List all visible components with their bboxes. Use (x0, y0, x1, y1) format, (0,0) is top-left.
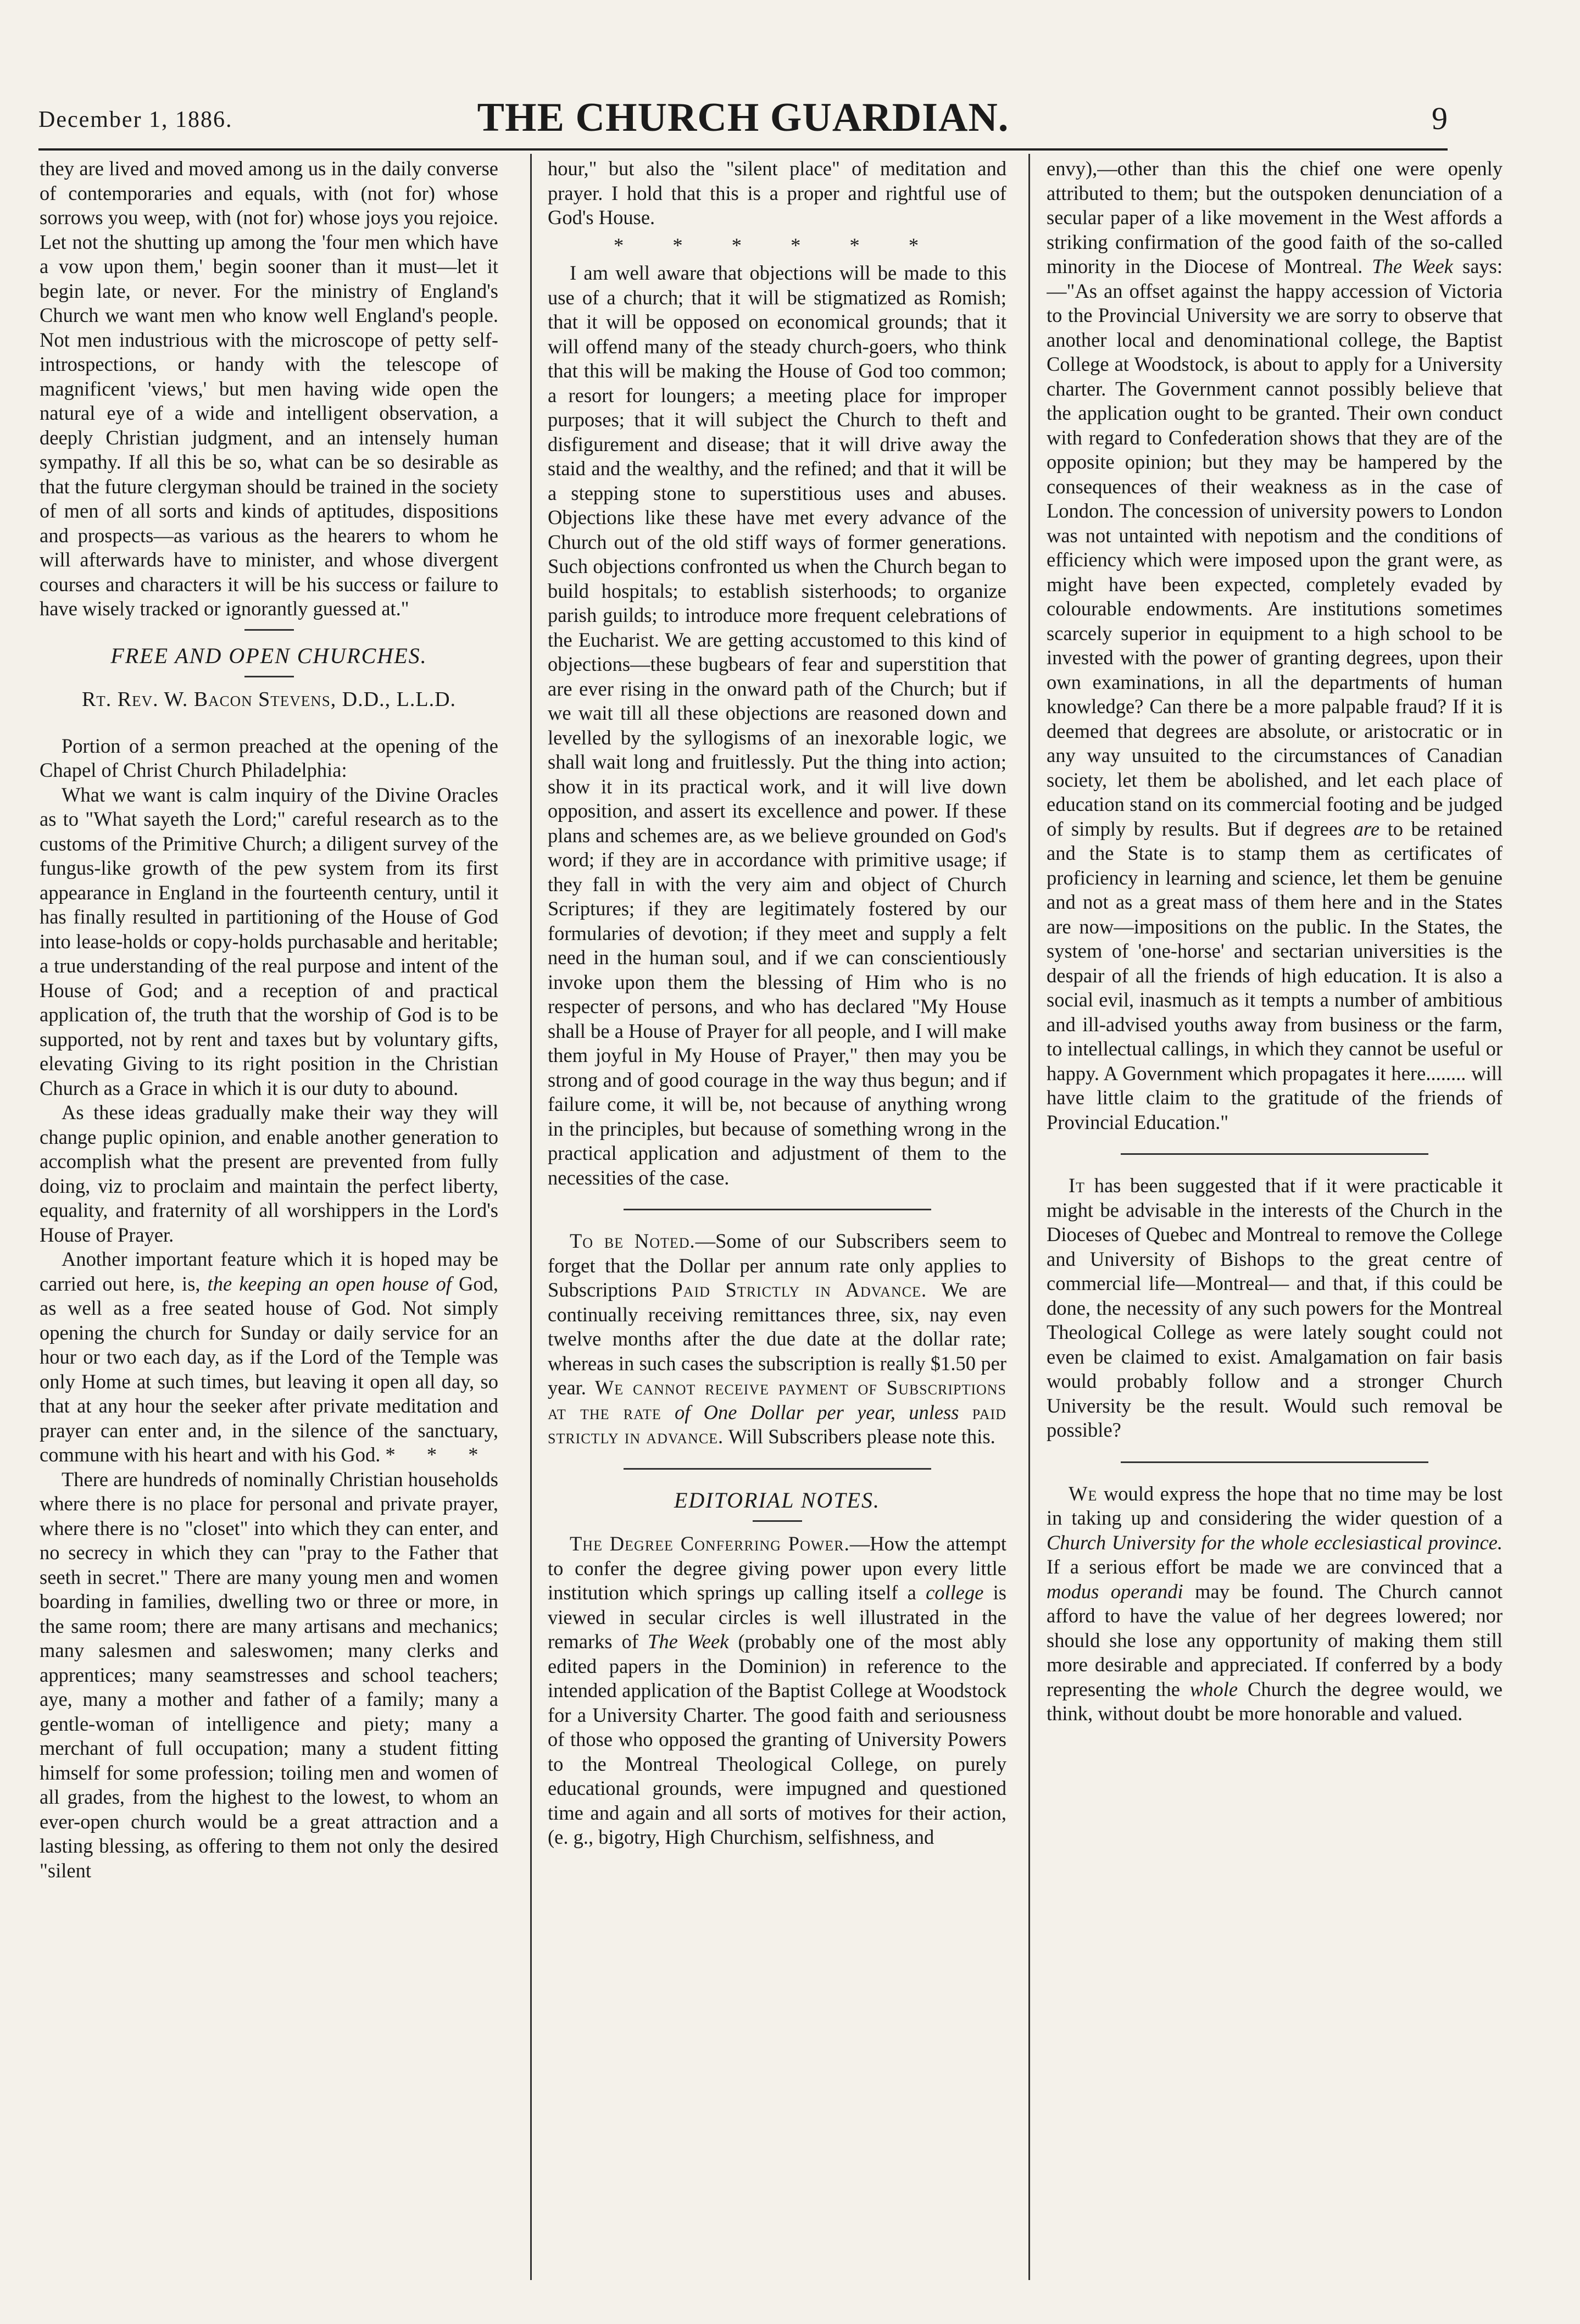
article-intro: Portion of a sermon preached at the opening of the Chapel of Christ Church Philadelphia: (40, 734, 498, 781)
italic-run: the keeping an open house of (207, 1272, 452, 1295)
article-paragraph: What we want is calm inquiry of the Divine Oracles as to "What sayeth the Lord;" careful research as to the customs of the Primitive Church; a diligent survey of the fungus-like growth of the pew system from its first appearance in England in the fourteenth century, until it has finally resulted in partitioning of the House of God into lease-holds or copy-holds purchasable and heritable; a true understanding of the real purpose and intent of the House of God; and a reception of and practical application of, the truth that the worship of God is to be supported, not by rent and taxes but by voluntary gifts, elevating Giving to its right position in the Christian Church as a Grace in which it is our duty to abound. (40, 783, 498, 1099)
article-paragraph: I am well aware that objections will be made to this use of a church; that it will be stigmatized as Romish; that it will be opposed on economical grounds; that it will offend many of the steady church-goers, who think that this will be making the House of God too common; a resort for loungers; a meeting place for improper purposes; that it will subject the Church to theft and disfigurement and disease; that it will drive away the staid and the wealthy, and the refined; and that it will be a stepping stone to superstitious uses and abuses. Objections like these have met every advance of the Church out of the old stiff ways of former generations. Such objections confronted us when the Church began to build hospitals; to establish sisterhoods; to organize parish guilds; to introduce more frequent celebrations of the Eucharist. We are getting accustomed to this kind of objections—these bugbears of fear and superstition that are ever rising in the onward path of the Church; but if we wait till all these objections are reasoned down and levelled by the syllogisms of an inexorable logic, we shall wait long and fruitlessly. Put the thing into action; show it in its practical work, and it will live down opposition, and assert its excellence and power. If these plans and schemes are, as we believe grounded on God's word; if they are in accordance with primitive usage; if they fall in with the very aim and object of Church Scriptures; if they are legitimately fostered by our formularies of devotion; if they meet and supply a felt need in the human soul, and if we can conscientiously invoke upon them the blessing of Him who is no respecter of persons, and who has declared "My House shall be a House of Prayer for all people, and I will make them joyful in My House of Prayer," then may you be strong and of good courage in the way thus begun; and if failure come, it will be, not because of anything wrong in the principles, but because of something wrong in the practical application and adjustment of them to the necessities of the case. (548, 262, 1006, 1189)
heading-underline (753, 1520, 802, 1522)
page-number: 9 (1432, 101, 1448, 136)
column-1 (40, 157, 498, 2277)
article-paragraph: There are hundreds of nominally Christian households where there is no place for personal and private prayer, where there is no "closet" into which they can enter, and no secrecy in which they can "pray to the Father that seeth in secret." There are many young men and women boarding in families, dwelling two or three or more, in the same room; there are many artisans and mechanics; many salesmen and saleswomen; many clerks and apprentices; many seamstresses and school teachers; aye, many a mother and father of a family; many a gentle-woman of intelligence and piety; many a merchant of full occupation; many a student fitting himself for some profession; toiling men and women of all grades, from the highest to the lowest, to whom an ever-open church would be a great attraction and a lasting blessing, as offering to them not only the desired "silent (40, 1467, 498, 1882)
column-3 (1047, 157, 1503, 2277)
text-run: would express the hope that no time may be lost in taking up and considering the wider question of a (1047, 1482, 1503, 1529)
newspaper-title: THE CHURCH GUARDIAN. (477, 95, 1009, 140)
section-stars: * * * * * * (613, 233, 941, 257)
inline-stars: * * * (385, 1443, 492, 1466)
text-run: says:—"As an offset against the happy accession of Victoria to the Provincial University we are sorry to observe that another local and denominational college, the Baptist College at Woodstock, is about to apply for a University charter. The Government cannot possibly believe that the application ought to be granted. Their own conduct with regard to Confederation shows that they are of the opposite opinion; but they may be hampered by the consequences of their weakness as in the case of London. The concession of university powers to London was not untainted with nepotism and the conditions of efficiency which were imposed upon the grant were, as might have been expected, completely evaded by colourable endowments. Are institutions sometimes scarcely superior in equipment to a high school to be invested with the power of granting degrees, upon their own examinations, in all the departments of human knowledge? Can there be a more palpable fraud? If it is deemed that degrees are absolute, or aristocratic or in any way unsuited to the circumstances of Canadian society, let them be abolished, and let each place of education stand on its commercial footing and be judged of simply by results. But if degrees (1047, 255, 1503, 840)
text-run: envy),—other than this the chief one were openly attributed to them; but the outspoken denunciation of a secular paper of a like movement in the West affords a striking confirmation of the good faith of the so-called minority in the Diocese of Montreal. (1047, 157, 1503, 277)
section-divider (1121, 1153, 1428, 1155)
italic-run: whole (1189, 1677, 1238, 1700)
italic-run: The Week (648, 1630, 729, 1653)
section-divider (624, 1209, 931, 1210)
text-run: Church the degree would, we think, without doubt be more honorable and valued. (1047, 1677, 1503, 1725)
text-run: —Some of our Subscribers seem to forget that the Dollar per annum rate only applies to Subscriptions (548, 1230, 1006, 1301)
editorial-paragraph (1047, 1174, 1503, 1443)
italic-run: college (926, 1581, 984, 1604)
subscriber-notice (548, 1229, 1006, 1449)
italic-run: modus operandi (1047, 1580, 1183, 1603)
article-paragraph (40, 1247, 498, 1467)
continued-paragraph: hour," but also the "silent place" of meditation and prayer. I hold that this is a proper and rightful use of God's House. (548, 157, 1006, 229)
italic-run: The Week (1372, 255, 1453, 277)
heading-underline (244, 676, 294, 677)
text-run: God, as well as a free seated house of God. Not simply opening the church for Sunday or daily service for an hour or two each day, as if the Lord of the Temple was only Home at such times, but leaving it open all day, so that at any hour the seeker after private meditation and prayer can enter and, in the silence of the sanctuary, commune with his heart and with his God. (40, 1272, 498, 1466)
italic-run: Church University for the whole ecclesiastical province. (1047, 1531, 1503, 1554)
article-heading-free-open-churches: FREE AND OPEN CHURCHES. (110, 643, 427, 668)
paragraph-lead: It (1069, 1174, 1086, 1197)
italic-run: of One Dollar per year, unless (661, 1400, 972, 1424)
masthead (38, 88, 1448, 151)
text-run: If a serious effort be made we are convinced that a (1047, 1555, 1503, 1578)
column-2 (548, 157, 1006, 2277)
text-run: is viewed in secular circles is well illustrated in the remarks of (548, 1581, 1006, 1653)
section-divider (624, 1468, 931, 1470)
text-run: Another important feature which it is hoped may be carried out here, is, (40, 1248, 498, 1295)
article-paragraph: As these ideas gradually make their way they will change puplic opinion, and enable another generation to accomplish what the present are prevented from fully doing, viz to proclaim and maintain the perfect liberty, equality, and fraternity of all worshippers in the Lord's House of Prayer. (40, 1101, 498, 1246)
article-byline: Rt. Rev. W. Bacon Stevens, D.D., L.L.D. (81, 688, 457, 711)
text-run: Will Subscribers please note this. (724, 1425, 995, 1448)
paragraph-lead: We (1069, 1482, 1098, 1505)
notice-lead: To be Noted. (570, 1230, 696, 1252)
text-run: has been suggested that if it were practicable it might be advisable in the interests of the Church in the Dioceses of Quebec and Montreal to remove the College and University of Bishops to the great centre of commercial life—Montreal— and that, if this could be done, the necessity of any such powers for the Montreal Theological College as were lately sought could not even be claimed to exist. Amalgamation on fair basis would probably follow and a stronger Church University be the result. Would such removal be possible? (1047, 1174, 1503, 1441)
editorial-paragraph (1047, 1482, 1503, 1726)
section-divider (244, 629, 294, 631)
issue-date: December 1, 1886. (38, 107, 233, 132)
small-caps-run: paid strictly in advance. (548, 1400, 1006, 1448)
column-rule-2 (1028, 154, 1030, 2280)
italic-run: are (1353, 817, 1380, 840)
small-caps-run: Paid Strictly in Advance. (671, 1278, 927, 1301)
text-run: (probably one of the most ably edited papers in the Dominion) in reference to the intended application of the Baptist College at Woodstock for a University Charter. The good faith and seriousness of those who opposed the granting of University Powers to the Montreal Theological College, on purely educational grounds, were impugned and questioned time and again and all sorts of motives for their action, (e. g., bigotry, High Churchism, selfishness, and (548, 1630, 1006, 1848)
text-run: may be found. The Church cannot afford to have the value of her degrees lowered; nor should she lose any opportunity of making them still more desirable and appreciated. If conferred by a body representing the (1047, 1580, 1503, 1700)
section-divider (1121, 1461, 1428, 1463)
text-run: to be retained and the State is to stamp them as certificates of proficiency in learning and science, let them be genuine and not as a great mass of them here and in the States are now—impositions on the public. In the States, the system of 'one-horse' and sectarian universities is the despair of all the friends of high education. It is also a social evil, inasmuch as it tempts a number of ambitious and ill-advised youths away from business or the farm, to intellectual callings, in which they cannot be useful or happy. A Government which propagates it here........ will have little claim to the gratitude of the friends of Provincial Education." (1047, 817, 1503, 1133)
editorial-paragraph (548, 1532, 1006, 1850)
text-run: We are continually receiving remittances three, six, nay even twelve months after the due date at the dollar rate; whereas in such cases the subscription is really $1.50 per year. (548, 1278, 1006, 1399)
paragraph-lead: The Degree Conferring Power. (570, 1532, 850, 1555)
column-rule-1 (530, 154, 532, 2280)
continued-paragraph (1047, 157, 1503, 1135)
small-caps-run: We cannot receive payment of Subscriptions at the rate (548, 1376, 1006, 1424)
text-run: —How the attempt to confer the degree giving power upon every little institution which springs up calling itself a (548, 1532, 1006, 1604)
continued-paragraph: they are lived and moved among us in the daily converse of contemporaries and equals, with (not for) whose sorrows you weep, with (not for) whose joys you rejoice. Let not the shutting up among the 'four men which have a vow upon them,' begin sooner than it must—let it begin late, or never. For the ministry of England's Church we want men who know well England's people. Not men industrious with the microscope of petty self-introspections, or handy with the telescope of magnificent 'views,' but men having wide open the natural eye of a wide and intelligent observation, a deeply Christian judgment, and an intensely human sympathy. If all this be so, what can be so desirable as that the future clergyman should be trained in the society of men of all sorts and kinds of aptitudes, dispositions and prospects—as various as the hearers to whom he will afterwards have to minister, and whose divergent courses and characters it will be his success or failure to have wisely tracked or ignorantly guessed at." (40, 157, 498, 620)
editorial-notes-heading: EDITORIAL NOTES. (674, 1487, 880, 1513)
